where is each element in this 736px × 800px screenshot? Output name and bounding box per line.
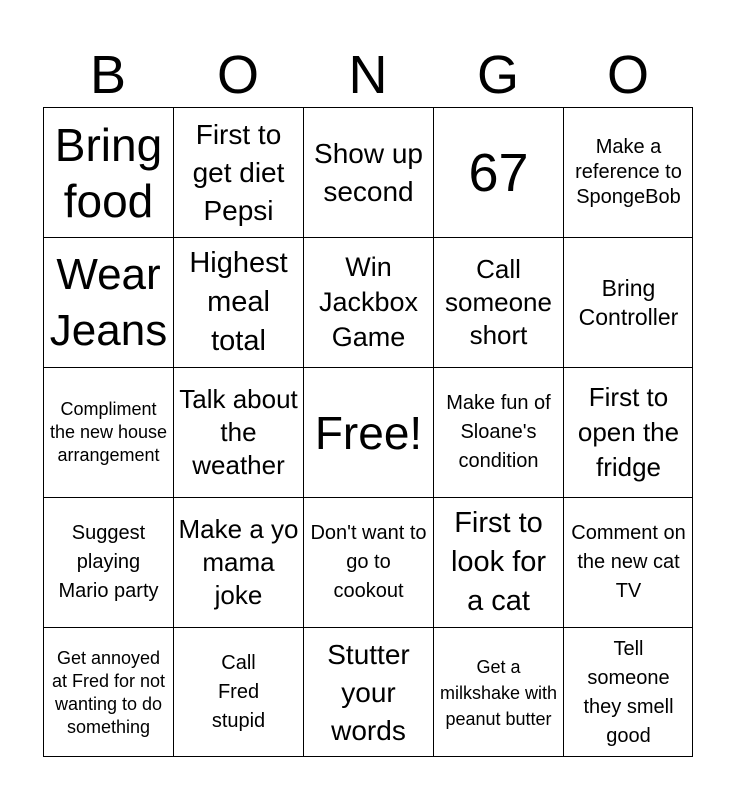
cell-text: Comment on the new cat TV	[571, 522, 686, 602]
cell-text: First to get diet Pepsi	[192, 118, 285, 226]
cell-text: Call Fred stupid	[211, 652, 266, 732]
cell-text: Suggest playing Mario party	[58, 522, 159, 602]
bingo-cell[interactable]	[563, 497, 693, 627]
cell-text: Make a reference to SpongeBob	[575, 136, 682, 208]
header-letter-1: B	[89, 45, 127, 105]
cell-text: Bring Controller	[578, 274, 679, 330]
bingo-cell[interactable]	[173, 367, 303, 497]
cell-text: Stutter your words	[327, 638, 410, 746]
bingo-card	[43, 107, 693, 757]
cell-text: Highest meal total	[189, 247, 288, 357]
cell-text: Show up second	[314, 137, 423, 207]
bingo-cell[interactable]	[303, 627, 433, 757]
cell-text: Make fun of Sloane's condition	[446, 392, 551, 472]
bingo-cell[interactable]	[43, 107, 173, 237]
bingo-cell[interactable]	[173, 627, 303, 757]
cell-text: Tell someone they smell good	[583, 637, 674, 747]
cell-text: Get annoyed at Fred for not wanting to do something	[51, 647, 166, 737]
cell-text: Free!	[314, 406, 423, 459]
bingo-cell[interactable]	[433, 627, 563, 757]
header-letter-5: O	[606, 45, 649, 105]
bingo-cell[interactable]	[433, 107, 563, 237]
cell-text: Talk about the weather	[179, 384, 298, 480]
bingo-cell[interactable]	[563, 237, 693, 367]
cell-text: Win Jackbox Game	[318, 252, 419, 352]
bingo-cell[interactable]	[173, 107, 303, 237]
header-letter-3: N	[348, 45, 388, 105]
bingo-cell[interactable]	[173, 497, 303, 627]
cell-text: 67	[468, 142, 529, 203]
header-letter-2: O	[216, 45, 259, 105]
cell-text: First to look for a cat	[450, 507, 547, 617]
bingo-cell[interactable]	[43, 627, 173, 757]
bingo-cell[interactable]	[303, 367, 433, 497]
header-letter-4: G	[476, 45, 519, 105]
bingo-cell[interactable]	[563, 107, 693, 237]
bingo-header	[43, 42, 693, 108]
bingo-cell[interactable]	[303, 237, 433, 367]
bingo-cell[interactable]	[433, 367, 563, 497]
cell-text: Make a yo mama joke	[178, 514, 299, 610]
cell-text: Don't want to go to cookout	[310, 522, 427, 602]
cell-text: Compliment the new house arrangement	[49, 399, 168, 465]
bingo-cell[interactable]	[303, 497, 433, 627]
bingo-cell[interactable]	[433, 497, 563, 627]
bingo-cell[interactable]	[43, 367, 173, 497]
bingo-cell[interactable]	[433, 237, 563, 367]
bingo-cell[interactable]	[173, 237, 303, 367]
cell-text: Get a milkshake with peanut butter	[439, 656, 558, 729]
bingo-cell[interactable]	[563, 627, 693, 757]
bingo-cell[interactable]	[563, 367, 693, 497]
cell-text: Wear Jeans	[49, 249, 168, 355]
cell-text: Call someone short	[445, 254, 552, 350]
cell-text: First to open the fridge	[577, 382, 680, 482]
bingo-cell[interactable]	[43, 237, 173, 367]
bingo-cell[interactable]	[43, 497, 173, 627]
cell-text: Bring food	[54, 118, 163, 227]
bingo-cell[interactable]	[303, 107, 433, 237]
